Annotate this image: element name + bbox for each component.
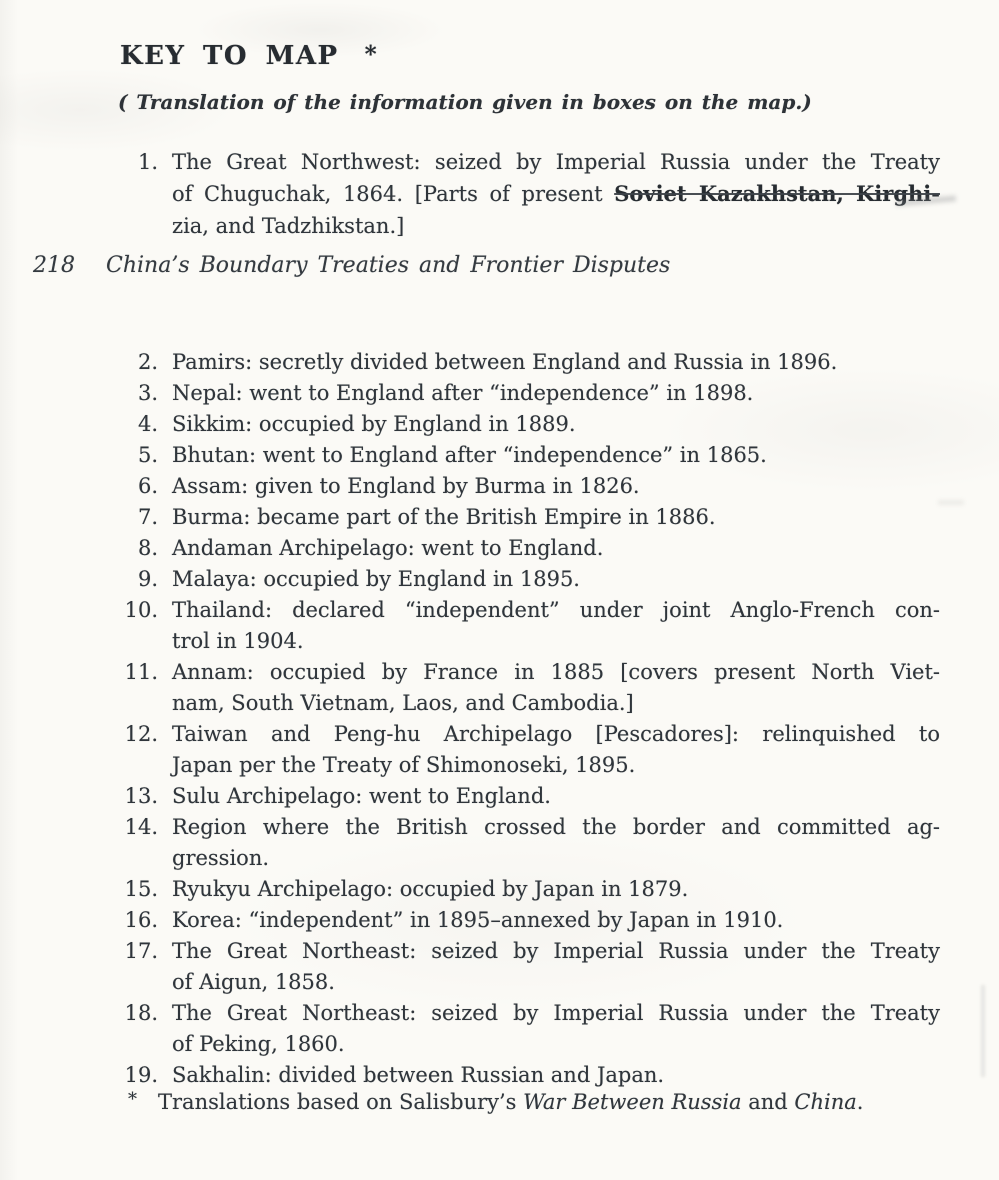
text-line: trol in 1904. xyxy=(172,629,304,653)
text-line: Malaya: occupied by England in 1895. xyxy=(172,567,580,591)
item-number: 14. xyxy=(124,815,158,839)
text-line: Bhutan: went to England after “independence” in 1865. xyxy=(172,443,767,467)
key-list-item xyxy=(112,564,940,595)
item-text xyxy=(172,812,940,874)
key-list-item xyxy=(112,781,940,812)
page-title xyxy=(120,41,377,71)
text-line: Thailand: declared “independent” under joint Anglo-French con- xyxy=(172,598,940,622)
item-number: 5. xyxy=(137,443,158,467)
item-number: 6. xyxy=(137,474,158,498)
text-line: Andaman Archipelago: went to England. xyxy=(172,536,604,560)
text-line: The Great Northeast: seized by Imperial Russia under the Treaty xyxy=(172,939,940,963)
title-text: KEY TO MAP xyxy=(120,41,339,71)
text-line: Annam: occupied by France in 1885 [covers present North Viet- xyxy=(172,660,940,684)
scan-smudge xyxy=(938,500,964,505)
item-text xyxy=(172,905,940,936)
item-number: 4. xyxy=(137,412,158,436)
running-header xyxy=(33,253,670,278)
text-line: Ryukyu Archipelago: occupied by Japan in 1879. xyxy=(172,877,689,901)
key-list-item xyxy=(112,378,940,409)
item-number: 8. xyxy=(137,536,158,560)
item-number: 18. xyxy=(124,1001,158,1025)
key-list-item xyxy=(112,595,940,657)
item-text xyxy=(172,874,940,905)
item-text xyxy=(172,564,940,595)
footnote-book-title-2: China xyxy=(794,1090,857,1114)
item-text xyxy=(172,998,940,1060)
text-line: Sulu Archipelago: went to England. xyxy=(172,784,551,808)
text-line: Assam: given to England by Burma in 1826. xyxy=(172,474,640,498)
key-list-item xyxy=(112,657,940,719)
key-list-item xyxy=(112,471,940,502)
footnote-book-title-1: War Between Russia xyxy=(523,1090,742,1114)
item-number: 16. xyxy=(124,908,158,932)
key-list-item xyxy=(112,719,940,781)
item-number: 9. xyxy=(137,567,158,591)
text-line: Sikkim: occupied by England in 1889. xyxy=(172,412,576,436)
item-number: 3. xyxy=(137,381,158,405)
footnote xyxy=(112,1087,940,1118)
item-text xyxy=(172,378,940,409)
item-number: 15. xyxy=(124,877,158,901)
item-text xyxy=(172,440,940,471)
text-line: Sakhalin: divided between Russian and Japan. xyxy=(172,1063,665,1087)
item-text xyxy=(172,719,940,781)
text-line: of Aigun, 1858. xyxy=(172,970,335,994)
item-text xyxy=(172,409,940,440)
page-number: 218 xyxy=(33,253,75,278)
item-number: 7. xyxy=(137,505,158,529)
key-list-item xyxy=(112,533,940,564)
text-line: Pamirs: secretly divided between England and Russia in 1896. xyxy=(172,350,838,374)
text-line: of Chuguchak, 1864. [Parts of present Soviet Kazakhstan, Kirghi- xyxy=(172,181,940,206)
key-list-item xyxy=(112,347,940,378)
key-list-top xyxy=(112,146,940,242)
text-line: The Great Northwest: seized by Imperial Russia under the Treaty xyxy=(172,150,940,174)
key-list-item xyxy=(112,812,940,874)
text-line: The Great Northeast: seized by Imperial Russia under the Treaty xyxy=(172,1001,940,1025)
item-text xyxy=(172,502,940,533)
book-title: China’s Boundary Treaties and Frontier Disputes xyxy=(106,253,671,278)
key-list-item xyxy=(112,874,940,905)
item-number: 11. xyxy=(124,660,158,684)
key-list-item xyxy=(112,146,940,242)
item-text xyxy=(172,347,940,378)
footnote-prefix: Translations based on Salisbury’s xyxy=(158,1090,524,1114)
text-line: zia, and Tadzhikstan.] xyxy=(172,214,405,238)
item-text xyxy=(172,146,940,242)
subtitle: ( Translation of the information given in boxes on the map.) xyxy=(118,90,812,114)
item-number: 12. xyxy=(124,722,158,746)
item-text xyxy=(172,936,940,998)
footnote-text xyxy=(158,1087,926,1118)
scan-smudge xyxy=(981,985,985,1077)
item-text xyxy=(172,657,940,719)
key-list-item xyxy=(112,440,940,471)
item-text xyxy=(172,471,940,502)
item-text xyxy=(172,595,940,657)
text-line: Taiwan and Peng-hu Archipelago [Pescadores]: relinquished to xyxy=(172,722,940,746)
item-number: 19. xyxy=(124,1063,158,1087)
footnote-asterisk-marker: * xyxy=(128,1089,137,1110)
item-text xyxy=(172,781,940,812)
text-line: gression. xyxy=(172,846,270,870)
text-line: of Peking, 1860. xyxy=(172,1032,345,1056)
struck-text: Soviet Kazakhstan, Kirghi- xyxy=(614,181,940,206)
text-line: Nepal: went to England after “independence” in 1898. xyxy=(172,381,754,405)
text-line: nam, South Vietnam, Laos, and Cambodia.] xyxy=(172,691,634,715)
key-list-item xyxy=(112,998,940,1060)
key-list-main xyxy=(112,347,940,1091)
item-text xyxy=(172,533,940,564)
item-number: 17. xyxy=(124,939,158,963)
footnote-suffix: . xyxy=(856,1090,864,1114)
key-list-item xyxy=(112,502,940,533)
item-number: 1. xyxy=(137,150,158,174)
key-list-item xyxy=(112,409,940,440)
text-line: Region where the British crossed the border and committed ag- xyxy=(172,815,940,839)
item-number: 13. xyxy=(124,784,158,808)
footnote-middle: and xyxy=(741,1090,795,1114)
text-line: Korea: “independent” in 1895–annexed by Japan in 1910. xyxy=(172,908,784,932)
item-number: 2. xyxy=(137,350,158,374)
title-asterisk-marker: * xyxy=(364,41,377,68)
key-list-item xyxy=(112,905,940,936)
text-line: Burma: became part of the British Empire in 1886. xyxy=(172,505,716,529)
item-number: 10. xyxy=(124,598,158,622)
text-line: Japan per the Treaty of Shimonoseki, 1895. xyxy=(172,753,636,777)
key-list-item xyxy=(112,936,940,998)
